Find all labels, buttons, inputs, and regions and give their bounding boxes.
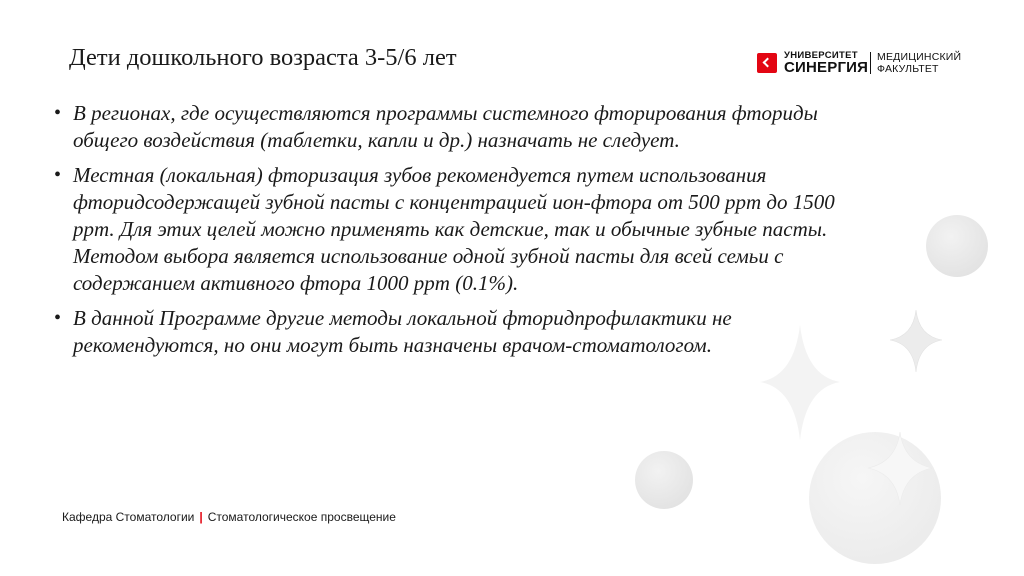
logo-faculty-line1: МЕДИЦИНСКИЙ bbox=[877, 51, 962, 63]
university-logo bbox=[757, 50, 987, 80]
bullet-text: В регионах, где осуществляются программы системного фторирования фториды общего воздействия (таблетки, капли и др.) назначать не следует. bbox=[73, 101, 818, 152]
logo-faculty-line2: ФАКУЛЬТЕТ bbox=[877, 63, 939, 75]
bullet-dot-icon: • bbox=[54, 307, 62, 329]
footer-topic: Стоматологическое просвещение bbox=[207, 510, 396, 524]
footer bbox=[62, 510, 396, 524]
synergy-logo-icon bbox=[757, 53, 777, 73]
logo-university-text: УНИВЕРСИТЕТ bbox=[784, 50, 858, 61]
bullet-dot-icon: • bbox=[54, 164, 62, 186]
deco-circle-large bbox=[809, 432, 941, 564]
bullet-item bbox=[54, 305, 874, 359]
footer-separator: | bbox=[199, 510, 203, 524]
deco-circle-bottom bbox=[635, 451, 693, 509]
bullet-dot-icon: • bbox=[54, 102, 62, 124]
deco-circle-top-right bbox=[926, 215, 988, 277]
slide-title: Дети дошкольного возраста 3-5/6 лет bbox=[69, 44, 457, 71]
bullet-text: Местная (локальная) фторизация зубов рекомендуется путем использования фторидсодержащей зубной пасты с концентрацией ион-фтора от 500 ppт до 1500 ppт. Для этих целей можно применять как детские, так и обычные зубные пасты. Методом выбора является использование одной зубной пасты для всей семьи с содержанием активного фтора 1000 ppт (0.1%). bbox=[73, 163, 835, 295]
sparkle-bottom-icon bbox=[868, 432, 932, 505]
bullet-text: В данной Программе другие методы локальной фторидпрофилактики не рекомендуются, но они могут быть назначены врачом-стоматологом. bbox=[73, 306, 732, 357]
footer-department: Кафедра Стоматологии bbox=[62, 510, 195, 524]
sparkle-small-icon bbox=[890, 310, 942, 372]
logo-synergy-text: СИНЕРГИЯ bbox=[784, 59, 869, 76]
bullet-list bbox=[54, 100, 874, 367]
bullet-item bbox=[54, 162, 874, 297]
bullet-item bbox=[54, 100, 874, 154]
logo-divider bbox=[870, 52, 871, 74]
